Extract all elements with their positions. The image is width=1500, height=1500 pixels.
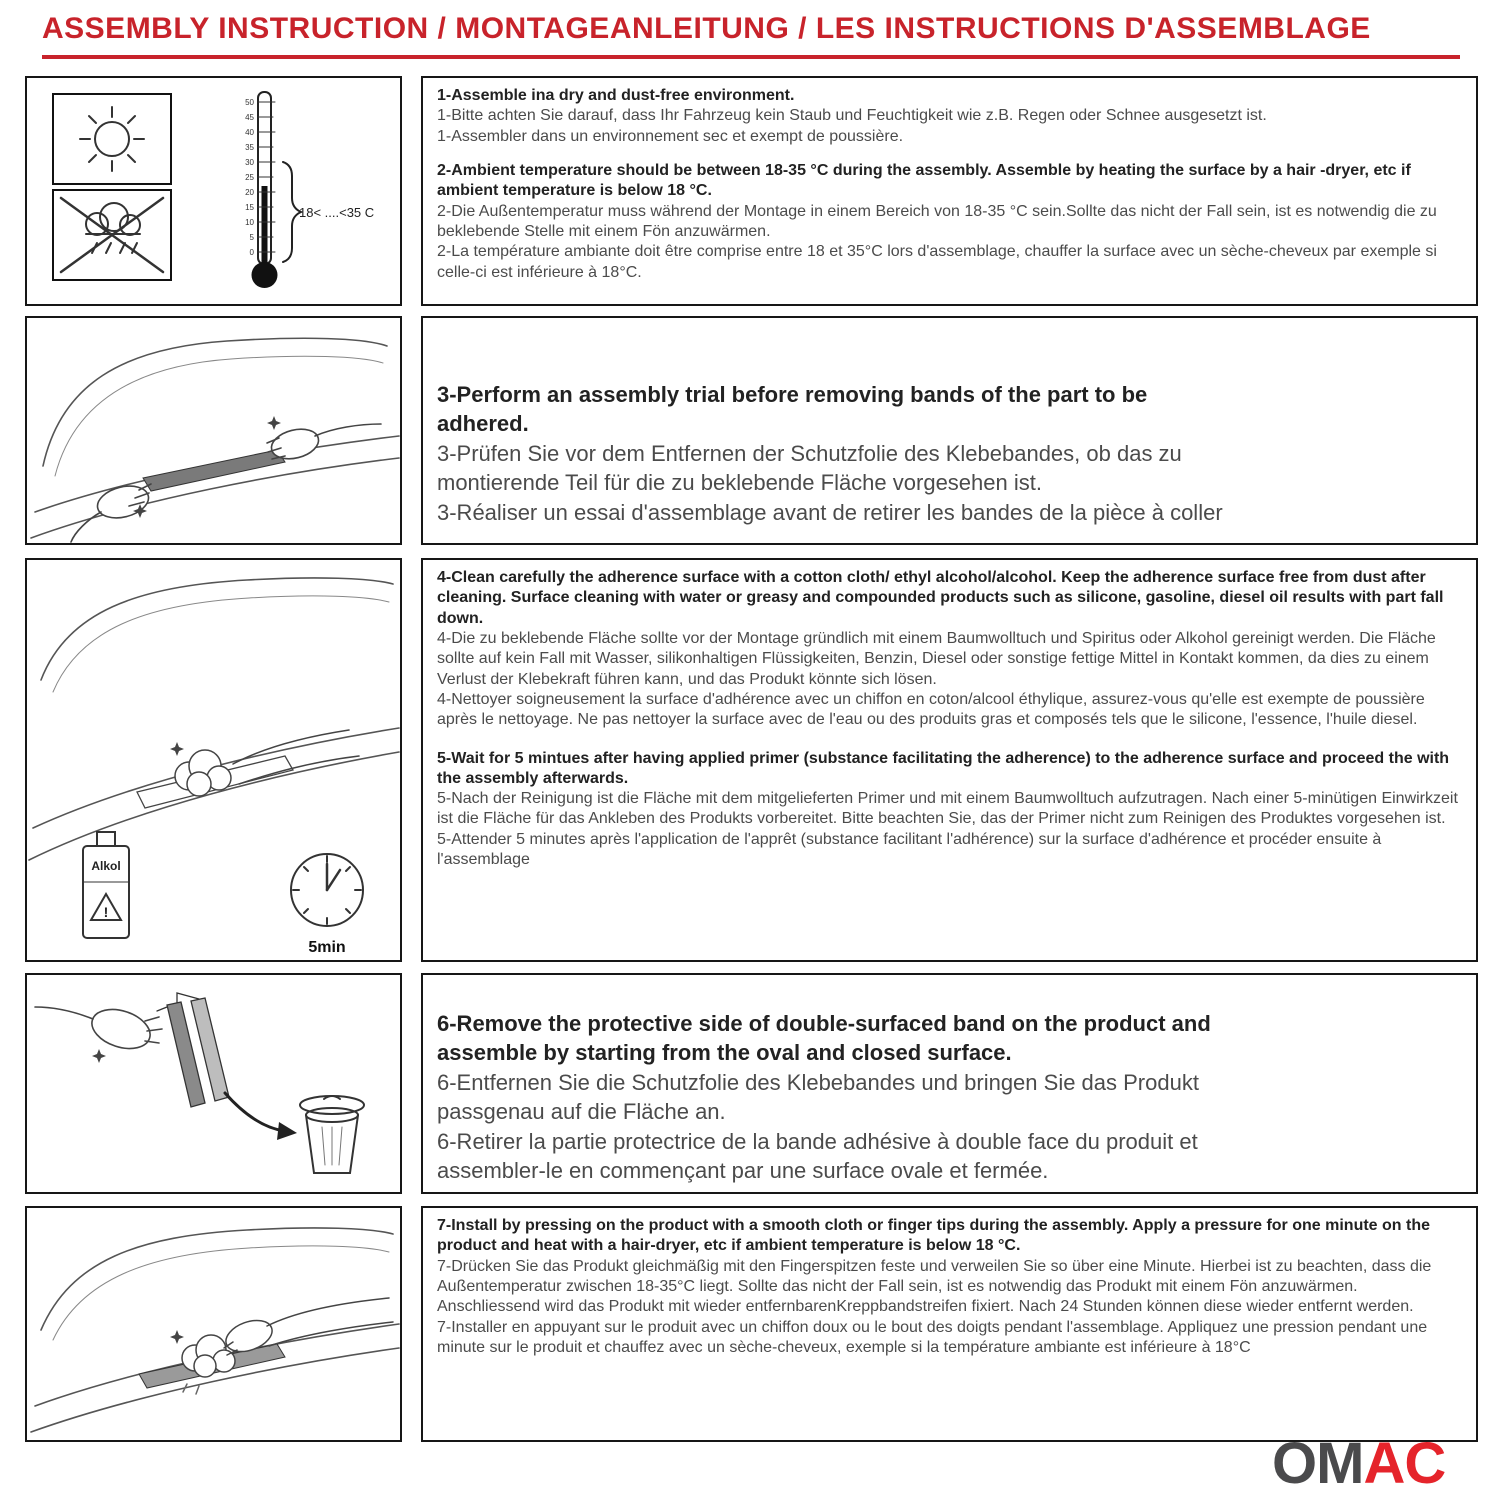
omac-logo [1272, 1430, 1445, 1497]
clock-label: 5min [308, 939, 346, 956]
instructions-step-1-2 [421, 76, 1478, 306]
door-sill-illustration [31, 338, 399, 538]
instruction-step-heading: 1-Assemble ina dry and dust-free environment. [437, 87, 795, 104]
svg-text:!: ! [103, 904, 109, 920]
instructions-step-3 [421, 316, 1478, 545]
page-title: ASSEMBLY INSTRUCTION / MONTAGEANLEITUNG / LES INSTRUCTIONS D'ASSEMBLAGE [42, 12, 1460, 59]
hands-icon [71, 416, 381, 542]
illustration-clean-surface [25, 558, 402, 962]
svg-text:50: 50 [245, 98, 254, 107]
instruction-text-de: 1-Bitte achten Sie darauf, dass Ihr Fahrzeug kein Staub und Feuchtigkeit wie z.B. Regen oder Schnee ausgesetzt ist. [437, 107, 1267, 125]
instruction-text-fr: 5-Attender 5 minutes après l'application de l'apprêt (substance facilitant l'adhérence) sur la surface d'adhérence et procéder ensuite à l'assemblage [437, 830, 1382, 869]
door-sill-illustration [31, 1228, 399, 1432]
svg-text:30: 30 [245, 158, 254, 167]
instruction-step-heading: 6-Remove the protective side of double-surfaced band on the product and assemble by starting from the oval and closed surface. [437, 1011, 1211, 1066]
instructions-step-7 [421, 1206, 1478, 1442]
svg-text:45: 45 [245, 113, 254, 122]
instruction-text-de: 5-Nach der Reinigung ist die Fläche mit dem mitgelieferten Primer und mit einem Baumwolltuch aufzutragen. Nach einer 5-minütigen Einwirkzeit ist die Fläche für das Ankleben des Produkts vorbereitet. Bitte beachten Sie, das der Primer nicht zum Reinigen des Produktes vorgesehen ist. [437, 790, 1458, 828]
svg-text:10: 10 [245, 218, 254, 227]
adhesive-strips [157, 993, 229, 1107]
instruction-text-de: 6-Entfernen Sie die Schutzfolie des Klebebandes und bringen Sie das Produkt passgenau auf die Fläche an. [437, 1069, 1199, 1125]
instruction-text-fr: 3-Réaliser un essai d'assemblage avant de retirer les bandes de la pièce à coller [437, 499, 1223, 525]
logo-text-gray: OM [1272, 1431, 1364, 1496]
warning-triangle-icon [91, 894, 121, 920]
temperature-range-label: 18< ....<35 C [299, 205, 375, 220]
instruction-text-fr: 2-La température ambiante doit être comprise entre 18 et 35°C lors d'assemblage, chauffer la surface avec un sèche-cheveux par exemple si celle-ci est inférieure à 18°C. [437, 243, 1437, 281]
thermometer-icon [245, 92, 374, 288]
bottle-label: Alkol [91, 859, 121, 873]
hand-cloth-icon [170, 1298, 393, 1394]
instruction-text-de: 4-Die zu beklebende Fläche sollte vor der Montage gründlich mit einem Baumwolltuch und Spiritus oder Alkohol gereinigt werden. Die Fläche sollte auf kein Fall mit Wasser, silikonhaltigen Flüssigkeiten, Benzin, Diesel oder sonstige fettige Mittel in Kontakt kommen, da dies zu einem Verlust der Klebekraft führen kann, und das Produkt könnte sich lösen. [437, 629, 1436, 688]
instructions-step-4-5 [421, 558, 1478, 962]
alcohol-bottle-icon [83, 832, 129, 938]
logo-text-red: AC [1363, 1431, 1446, 1496]
hand-icon [35, 1003, 162, 1063]
spacer [437, 731, 1460, 749]
sun-icon [53, 94, 171, 184]
instructions-step-6 [421, 973, 1478, 1194]
svg-text:0: 0 [249, 248, 254, 257]
no-rain-icon [53, 190, 171, 280]
arrow-icon [225, 1093, 297, 1140]
clock-icon [291, 854, 363, 956]
instruction-text-fr: 7-Installer en appuyant sur le produit avec un chiffon doux ou le bout des doigts pendant l'assemblage. Appliquez une pression pendant une minute sur le produit et chauffez avec un sèche-cheveux, exemple si la température ambiante est inférieure à 18°C [437, 1318, 1428, 1356]
illustration-remove-band [25, 973, 402, 1194]
illustration-assembly-trial [25, 316, 402, 545]
instruction-text-de: 7-Drücken Sie das Produkt gleichmäßig mit den Fingerspitzen feste und verweilen Sie so über eine Minute. Hierbei ist zu beachten, dass die Außentemperatur zwischen 18-35°C liegt. Sollte das nicht der Fall sein, ist es notwendig das Produkt mit einem Fön anzuwärmen. Anschliessend wird das Produkt mit wieder entfernbarenKreppbandstreifen fixiert. Nach 24 Stunden können diese wieder entfernt werden. [437, 1257, 1432, 1316]
svg-text:25: 25 [245, 173, 254, 182]
svg-text:40: 40 [245, 128, 254, 137]
illustration-press-product [25, 1206, 402, 1442]
instruction-text-de: 3-Prüfen Sie vor dem Entfernen der Schutzfolie des Klebebandes, ob das zu montierende Teil für die zu beklebende Fläche vorgesehen ist. [437, 440, 1182, 496]
instruction-text-de: 2-Die Außentemperatur muss während der Montage in einem Bereich von 18-35 °C sein.Sollte das nicht der Fall sein, ist es notwendig die zu beklebende Stelle mit einem Fön anzuwärmen. [437, 202, 1437, 240]
instruction-text-fr: 1-Assembler dans un environnement sec et exempt de poussière. [437, 127, 904, 145]
instruction-text-fr: 4-Nettoyer soigneusement la surface d'adhérence avec un chiffon en coton/alcool éthylique, assurez-vous qu'elle est exempte de poussière après le nettoyage. Ne pas nettoyer la surface avec de l'eau ou des produits gras et composés tels que le silicone, l'essence, l'huile diesel. [437, 690, 1425, 729]
spacer [437, 147, 1460, 161]
instruction-step-heading: 7-Install by pressing on the product with a smooth cloth or finger tips during the assembly. Apply a pressure for one minute on the product and heat with a hair-dryer, etc if ambient temperature is below 18 °C. [437, 1217, 1430, 1255]
instruction-step-heading: 2-Ambient temperature should be between 18-35 °C during the assembly. Assemble by heating the surface by a hair -dryer, etc if ambient temperature is below 18 °C. [437, 161, 1411, 200]
svg-text:5: 5 [249, 233, 254, 242]
door-sill-illustration [29, 578, 399, 860]
svg-text:20: 20 [245, 188, 254, 197]
trash-can-icon [300, 1096, 364, 1173]
instruction-step-heading: 4-Clean carefully the adherence surface with a cotton cloth/ ethyl alcohol/alcohol. Keep the adherence surface free from dust after cleaning. Surface cleaning with water or greasy and compounded products such as silicone, gasoline, diesel oil results with part fall down. [437, 569, 1444, 627]
illustration-environment [25, 76, 402, 306]
instruction-step-heading: 5-Wait for 5 mintues after having applied primer (substance facilitating the adherence) to the adherence surface and proceed the with the assembly afterwards. [437, 749, 1450, 787]
instruction-step-heading: 3-Perform an assembly trial before removing bands of the part to be adhered. [437, 382, 1148, 437]
svg-text:15: 15 [245, 203, 254, 212]
svg-text:35: 35 [245, 143, 254, 152]
instruction-text-fr: 6-Retirer la partie protectrice de la bande adhésive à double face du produit et assembler-le en commençant par une surface ovale et fermée. [437, 1128, 1198, 1184]
